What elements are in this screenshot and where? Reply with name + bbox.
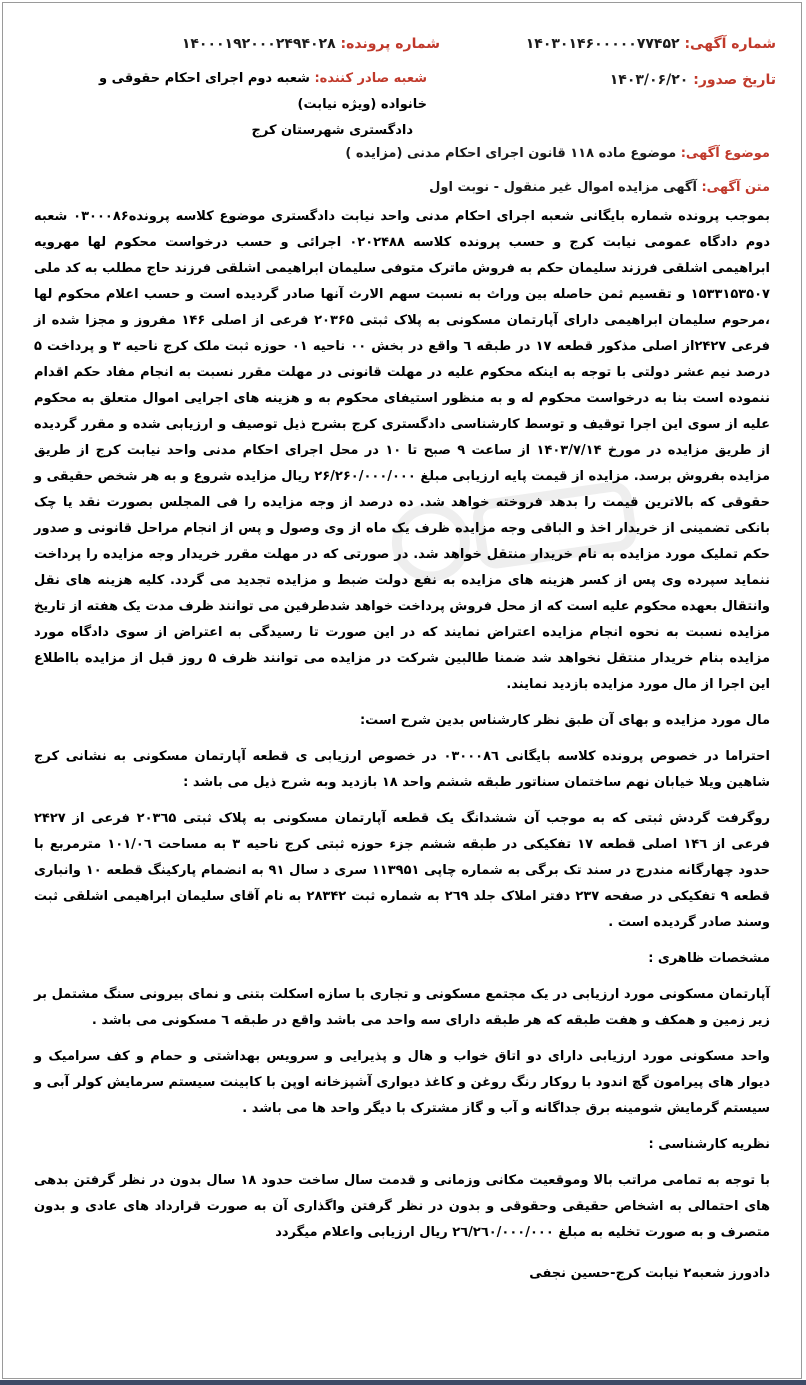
issuer-line2: دادگستری شهرستان کرج	[251, 123, 413, 138]
issue-date-value: ۱۴۰۳/۰۶/۲۰	[609, 72, 689, 88]
case-number-value: ۱۴۰۰۰۱۹۲۰۰۰۲۴۹۴۰۲۸	[181, 36, 336, 52]
body-paragraph-opinion: با توجه به تمامی مراتب بالا وموقعیت مکانی وزمانی و قدمت سال ساخت حدود ۱۸ سال بدون در نظر گرفتن بدهی های احتمالی به اشخاص حقیقی وحقوقی و بدون در نظر گرفتن واگذاری آن به صورت قرارداد های عادی و بدون متصرف و به صورت تخلیه به مبلغ ۲٦/۲٦۰/۰۰۰/۰۰۰ ریال ارزیابی واعلام میگردد	[34, 1173, 770, 1240]
text-title: آگهی مزایده اموال غیر منقول - نوبت اول	[429, 180, 697, 195]
body-paragraph-main: بموجب پرونده شماره بایگانی شعبه اجرای احکام مدنی واحد نیابت دادگستری موضوع کلاسه پرونده۰۳۰۰۰۸۶ شعبه دوم دادگاه عمومی نیابت کرج و حسب پرونده کلاسه ۰۲۰۲۴۸۸ اجرائی و حسب درخواست محکوم لها مهرویه ابراهیمی اشلقی فرزند سلیمان حکم به فروش ماترک متوفی سلیمان ابراهیمی اشلقی فرزند حاج مطلب به کد ملی ۱۵۳۳۱۵۳۵۰۷ و تقسیم ثمن حاصله بین وراث به نسبت سهم الارث آنها صادر گردیده است و حسب اعلام محکوم لها ،مرحوم سلیمان ابراهیمی دارای آپارتمان مسکونی به پلاک ثبتی ۲۰۳۶۵ فرعی از اصلی ۱۴۶ مفروز و مجزا شده از فرعی ۲۴۲۷از اصلی مذکور قطعه ۱۷ در طبقه ٦ واقع در بخش ۰۰ ناحیه ۰۱ حوزه ثبت ملک کرج ناحیه ۳ و پرداخت ۵ درصد نیم عشر دولتی با توجه به اینکه محکوم علیه در مهلت قانونی در مهلت مقرر نسبت به انجام مفاد حکم اقدام ننموده است بنا به درخواست محکوم له و به منظور استیفای محکوم به و هزینه های اجرایی اموال متعلق به محکوم علیه از سوی این اجرا توقیف و توسط کارشناسی دادگستری کرج بشرح ذیل توصیف و ارزیابی شده و مقرر گردیده از طریق مزایده در مورخ ۱۴۰۳/۷/۱۴ از ساعت ۹ صبح تا ۱۰ در محل اجرای احکام مدنی واحد نیابت کرج از طریق مزایده بفروش برسد. مزایده از قیمت پایه ارزیابی مبلغ ۲۶/۲۶۰/۰۰۰/۰۰۰ ریال مزایده شروع و به هر شخص حقیقی و حقوقی که بالاترین قیمت را بدهد فروخته خواهد شد. ده درصد از وجه مزایده را فی المجلس بصورت نقد یا چک بانکی تضمینی از خریدار اخذ و الباقی وجه مزایده ظرف یک ماه از وی وصول و پس از انجام مراحل قانونی و صدور حکم تملیک مورد مزایده به نام خریدار منتقل خواهد شد. در صورتی که در مهلت مقرر خریدار وجه مزایده را پرداخت ننماید سپرده وی پس از کسر هزینه های مزایده به نفع دولت ضبط و مزایده تجدید می گردد. کلیه هزینه های نقل وانتقال بعهده محکوم علیه است که از محل فروش پرداخت خواهد شدطرفین می توانند ظرف مدت یک هفته از تاریخ مزایده نسبت به نحوه انجام مزایده اعتراض نمایند که در این صورت تا رسیدگی به اعتراض از سوی دادگاه مورد مزایده بنام خریدار منتقل نخواهد شد ضمنا طالبین شرکت در مزایده می توانند ظرف ۵ روز قبل از مزایده بااطلاع این اجرا از مال مورد مزایده بازدید نمایند.	[34, 209, 770, 692]
ad-number-label: شماره آگهی:	[684, 36, 776, 52]
text-label: متن آگهی:	[701, 180, 770, 195]
subject	[345, 146, 770, 161]
issue-date	[610, 72, 776, 88]
text-heading	[429, 180, 770, 195]
body-paragraph-valuation-intro: مال مورد مزایده و بهای آن طبق نظر کارشناس بدین شرح است:	[359, 713, 770, 728]
body-heading-opinion: نظریه کارشناسی :	[648, 1137, 770, 1152]
case-number	[182, 36, 440, 52]
issue-date-label: تاریخ صدور:	[693, 72, 776, 88]
ad-body	[34, 204, 770, 1246]
body-paragraph-unit: واحد مسکونی مورد ارزیابی دارای دو اتاق خواب و هال و پذیرایی و سرویس بهداشتی و حمام و کف سرامیک و دیوار های پیرامون گچ اندود با روکار رنگ روغن و کاغذ دیواری آشپزخانه اوپن با کابینت سیستم سرمایش کولر آبی و سیستم گرمایش شومینه برق جداگانه و آب و گاز مشترک با دیگر واحد ها می باشد .	[34, 1049, 770, 1116]
issuer-label: شعبه صادر کننده:	[314, 71, 427, 86]
body-paragraph-case-ref: احتراما در خصوص پرونده کلاسه بایگانی ۰۳۰۰۰۸٦ در خصوص ارزیابی ی قطعه آپارتمان مسکونی به نشانی کرج شاهین ویلا خیابان نهم ساختمان سناتور طبقه ششم واحد ۱۸ بازدید وبه شرح ذیل می باشد :	[34, 749, 770, 790]
ad-number	[526, 36, 776, 52]
ad-number-value: ۱۴۰۳۰۱۴۶۰۰۰۰۰۷۷۴۵۲	[525, 36, 680, 52]
body-paragraph-building: آپارتمان مسکونی مورد ارزیابی در یک مجتمع مسکونی و تجاری با سازه اسکلت بتنی و نمای بیرونی سنگ مشتمل بر زیر زمین و همکف و هفت طبقه که هر طبقه دارای سه واحد می باشد واقع در طبقه ٦ مسکونی می باشد .	[34, 987, 770, 1028]
bottom-bar	[0, 1380, 806, 1385]
signature: دادورز شعبه۲ نیابت کرج-حسین نجفی	[529, 1266, 770, 1281]
body-heading-appearance: مشخصات ظاهری :	[648, 951, 770, 966]
body-paragraph-registration: روگرفت گردش ثبتی که به موجب آن ششدانگ یک قطعه آپارتمان مسکونی به پلاک ثبتی ۲۰۳٦۵ فرعی از ۲۴۲۷ فرعی از ۱۴٦ اصلی قطعه ۱۷ تفکیکی در طبقه ششم جزء حوزه ثبتی کرج ناحیه ۳ به مساحت ۱۰۱/۰٦ مترمربع با حدود چهارگانه مندرج در سند تک برگی به شماره چاپی ۱۱۳۹۵۱ سری د سال ۹۱ به انضمام پارکینگ قطعه ۱۰ وانباری قطعه ۹ تفکیکی در صفحه ۲۳۷ دفتر املاک جلد ۲٦۹ به شماره ثبت ۲۸۳۴۲ به نام آقای سلیمان ابراهیمی اشلقی ثبت وسند صادر گردیده است .	[34, 811, 771, 930]
case-number-label: شماره پرونده:	[340, 36, 440, 52]
subject-value: موضوع ماده ۱۱۸ قانون اجرای احکام مدنی (مزایده )	[345, 146, 677, 161]
issuer-block	[97, 66, 427, 144]
issuer-line1: شعبه دوم اجرای احکام حقوقی و خانواده (ویژه نیابت)	[99, 71, 427, 112]
subject-label: موضوع آگهی:	[680, 146, 770, 161]
